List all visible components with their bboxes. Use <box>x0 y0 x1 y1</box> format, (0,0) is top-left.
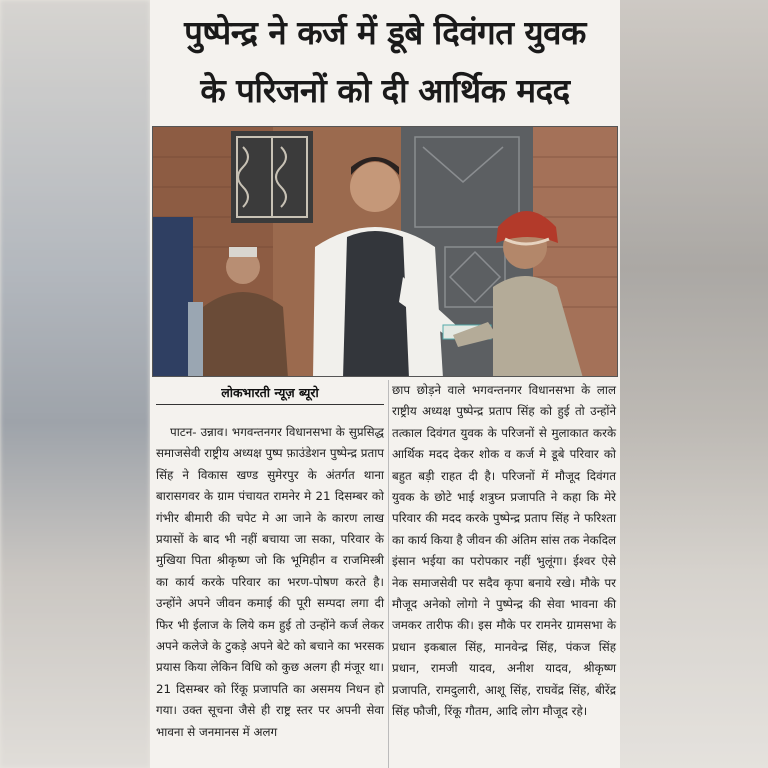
blurred-background-left <box>0 0 150 768</box>
column-divider <box>388 380 389 768</box>
blurred-background-right <box>618 0 768 768</box>
headline-line-2: के परिजनों को दी आर्थिक मदद <box>200 71 570 110</box>
byline: लोकभारती न्यूज़ ब्यूरो <box>221 385 319 400</box>
headline-line-1: पुष्पेन्द्र ने कर्ज में डूबे दिवंगत युवक <box>184 13 586 52</box>
newspaper-clipping <box>150 0 620 768</box>
headline <box>150 4 620 120</box>
article-column-2: छाप छोड़ने वाले भगवन्तनगर विधानसभा के लाल राष्ट्रीय अध्यक्ष पुष्पेन्द्र प्रताप सिंह को हुई तो उन्होंने तत्काल दिवंगत युवक के परिजनों से मुलाकात करके आर्थिक मदद देकर शोक व कर्ज मे डूबे परिवार को बहुत बड़ी राहत दी है। परिजनों में मौजूद दिवंगत युवक के छोटे भाई शत्रुघ्न प्रजापति ने कहा कि मेरे परिवार की मदद करके पुष्पेन्द्र प्रताप सिंह ने फरिश्ता का कार्य किया है जीवन की अंतिम सांस तक नेकदिल इंसान भईया का परोपकार नहीं भुलूंगा। ईश्वर ऐसे नेक समाजसेवी पर सदैव कृपा बनाये रखे। मौके पर मौजूद अनेको लोगो ने पुष्पेन्द्र की सेवा भावना की जमकर तारीफ की। इस मौके पर रामनेर ग्रामसभा के प्रधान इकबाल सिंह, मानवेन्द्र सिंह, पंकज सिंह प्रधान, रामजी यादव, अनीश यादव, श्रीकृष्ण प्रजापति, रामदुलारी, आशू सिंह, राघवेंद्र सिंह, बीरेंद्र सिंह फौजी, रिंकू गौतम, आदि लोग मौजूद रहे। <box>392 383 616 719</box>
article-column-1: पाटन- उन्नाव। भगवन्तनगर विधानसभा के सुप्रसिद्ध समाजसेवी राष्ट्रीय अध्यक्ष पुष्प फ़ाउंडेशन पुष्पेन्द्र प्रताप सिंह ने विकास खण्ड सुमेरपुर के अंतर्गत थाना बारासगवर के ग्राम पंचायत रामनेर मे 21 दिसम्बर को गंभीर बीमारी की चपेट मे आ जाने के कारण लाख प्रयासों के बाद भी नहीं बचाया जा सका, परिवार के मुखिया पिता श्रीकृष्ण जो कि भूमिहीन व राजमिस्त्री का कार्य करके परिवार का भरण-पोषण करते है। उन्होंने अपने जीवन कमाई की पूरी सम्पदा लगा दी फिर भी ईलाज के लिये कम हुई तो उन्होंने कर्ज लेकर अपने कलेजे के टुकड़े अपने बेटे को बचाने का भरसक प्रयास किया लेकिन विधि को कुछ अलग ही मंजूर था। 21 दिसम्बर को रिंकू प्रजापति का असमय निधन हो गया। उक्त सूचना जैसे ही राष्ट्र स्तर पर अपनी सेवा भावना से जनमानस में अलग <box>156 425 384 739</box>
news-photo <box>152 126 618 377</box>
byline-divider <box>156 404 384 405</box>
